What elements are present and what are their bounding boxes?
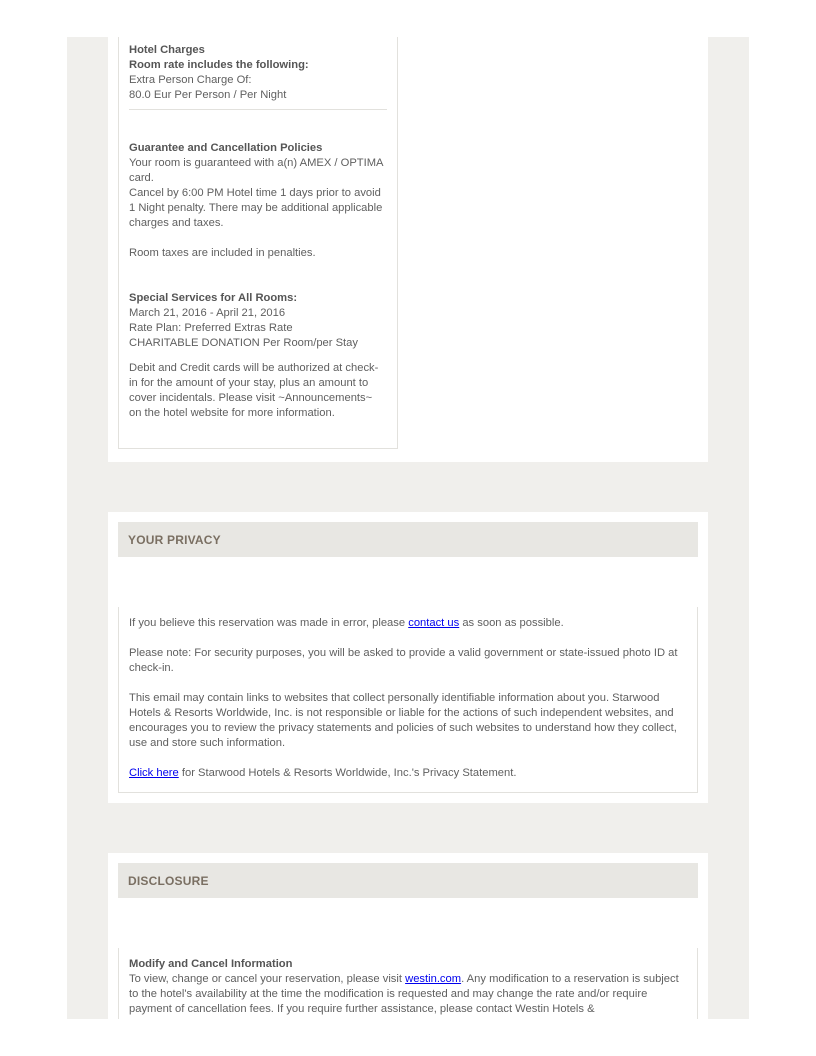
disclosure-content — [118, 948, 698, 1019]
extra-person-label: Extra Person Charge Of: — [129, 74, 252, 86]
disclosure-heading: DISCLOSURE — [128, 874, 209, 888]
cancel-policy-text: Cancel by 6:00 PM Hotel time 1 days prior to avoid 1 Night penalty. There may be additional applicable charges and taxes. — [129, 187, 383, 229]
privacy-paragraph-4: Click here for Starwood Hotels & Resorts Worldwide, Inc.'s Privacy Statement. — [129, 767, 517, 779]
guarantee-title: Guarantee and Cancellation Policies — [129, 142, 323, 154]
card-authorization-note: Debit and Credit cards will be authorized at check-in for the amount of your stay, plus an amount to cover incidentals. Please visit ~Announcements~ on the hotel website for more information. — [129, 362, 379, 419]
privacy-content — [118, 607, 698, 793]
disclosure-card — [108, 853, 708, 1019]
reservation-details-card — [108, 37, 708, 462]
extra-person-charge: 80.0 Eur Per Person / Per Night — [129, 89, 287, 101]
guarantee-text: Your room is guaranteed with a(n) AMEX / OPTIMA card. — [129, 157, 383, 184]
special-services-title: Special Services for All Rooms: — [129, 292, 298, 304]
contact-us-link[interactable]: contact us — [408, 617, 460, 629]
privacy-paragraph-3: This email may contain links to websites that collect personally identifiable information about you. Starwood Hotels & Resorts Worldwide, Inc. is not responsible or liable for the actions of such independent websites, and encourages you to review the privacy statements and policies of such websites to understand how they collect, use and store such information. — [129, 692, 677, 749]
charitable-donation: CHARITABLE DONATION Per Room/per Stay — [129, 337, 358, 349]
privacy-paragraph-2: Please note: For security purposes, you will be asked to provide a valid government or state-issued photo ID at check-in. — [129, 647, 678, 674]
room-taxes-text: Room taxes are included in penalties. — [129, 247, 316, 259]
special-services-dates: March 21, 2016 - April 21, 2016 — [129, 307, 286, 319]
privacy-heading: YOUR PRIVACY — [128, 533, 221, 547]
rate-includes-label: Room rate includes the following: — [129, 59, 309, 71]
privacy-header — [118, 522, 698, 557]
westin-link[interactable]: westin.com — [405, 973, 462, 985]
rate-plan: Rate Plan: Preferred Extras Rate — [129, 322, 293, 334]
disclosure-header — [118, 863, 698, 898]
privacy-click-here-link[interactable]: Click here — [129, 767, 179, 779]
hotel-charges-title: Hotel Charges — [129, 44, 205, 56]
privacy-card — [108, 512, 708, 803]
email-background — [67, 37, 749, 1019]
modify-cancel-text: To view, change or cancel your reservation, please visit westin.com. Any modification to a reservation is subject to the hotel's availability at the time the modification is requested and may change the rate and/or require payment of cancellation fees. If you require further assistance, please contact Westin Hotels & — [129, 973, 679, 1015]
policies-box — [118, 37, 398, 449]
modify-cancel-title: Modify and Cancel Information — [129, 958, 293, 970]
privacy-paragraph-1: If you believe this reservation was made in error, please contact us as soon as possible. — [129, 617, 564, 629]
